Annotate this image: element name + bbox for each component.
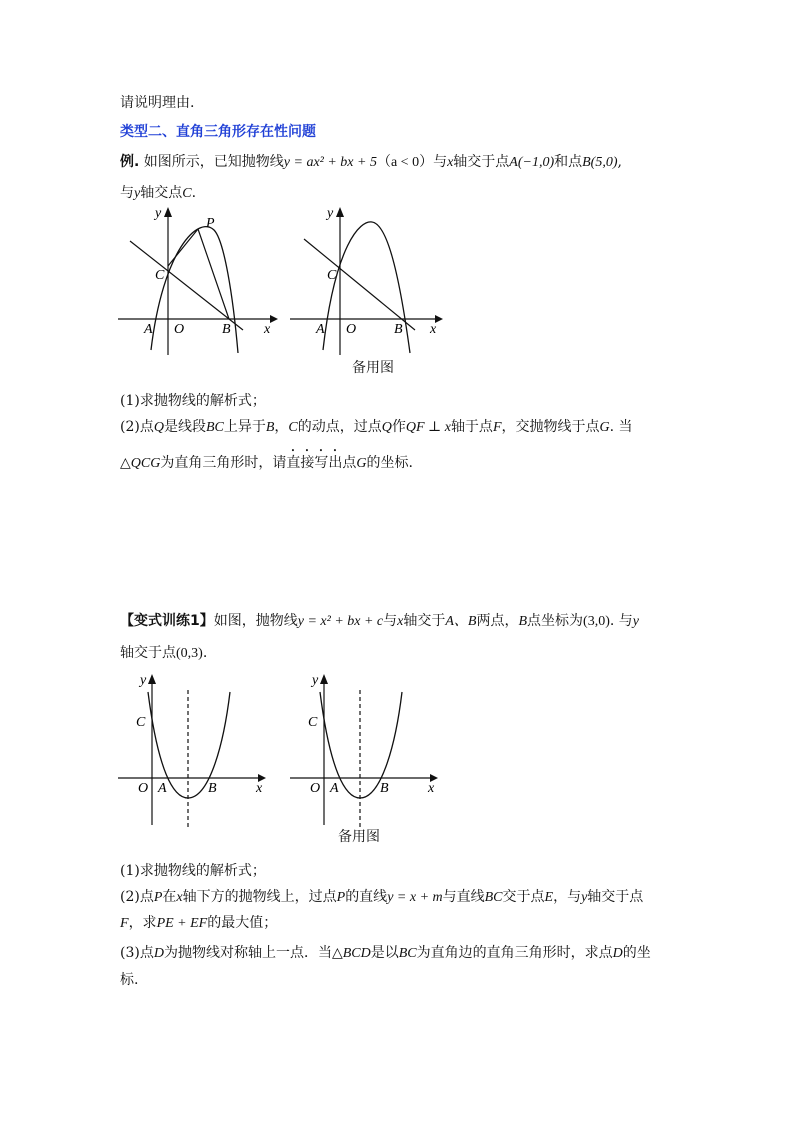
label-b: B <box>394 322 403 337</box>
label-o: O <box>138 781 149 796</box>
training-figure-main <box>118 670 278 830</box>
training-question-2-line-2 <box>120 912 277 932</box>
label-x: x <box>256 781 263 796</box>
text: 为抛物线对称轴上一点．当 <box>163 945 332 961</box>
text: 是以 <box>370 945 399 961</box>
label-c: C <box>308 715 318 730</box>
segment-pb <box>198 229 229 319</box>
section-title: 类型二、直角三角形存在性问题 <box>120 124 316 140</box>
seg-bc: BC <box>484 890 503 905</box>
var-g: G <box>599 420 610 435</box>
text: ， <box>274 419 289 435</box>
segment-cp <box>168 229 198 266</box>
var-p: P <box>153 890 163 905</box>
intro-line: 请说明理由. <box>120 95 195 111</box>
label-y: y <box>155 206 162 221</box>
text: 与 <box>433 154 448 170</box>
text: 的直线 <box>345 889 388 905</box>
example-line-1 <box>120 151 622 171</box>
y-axis-arrow-icon <box>336 207 344 217</box>
label-o: O <box>310 781 321 796</box>
text: 是线段 <box>163 419 206 435</box>
var-y: y <box>632 614 639 629</box>
text: (3)点 <box>120 945 154 961</box>
triangle-qcg: △QCG <box>120 456 161 471</box>
var-c: C <box>288 420 298 435</box>
sum-expr: PE + EF <box>156 916 208 931</box>
text: , <box>617 154 622 170</box>
coord-b: (3,0) <box>583 614 610 629</box>
text: 作 <box>391 419 406 435</box>
label-a: A <box>144 322 153 337</box>
var-q: Q <box>153 420 164 435</box>
var-x: x <box>397 614 404 629</box>
text: 如图所示，已知抛物线 <box>143 154 284 170</box>
text: (2)点 <box>120 419 154 435</box>
text: . <box>202 645 208 661</box>
text: 轴交于点 <box>587 889 644 905</box>
y-axis-arrow-icon <box>320 674 328 684</box>
text: 轴于点 <box>450 419 493 435</box>
label-b: B <box>222 322 231 337</box>
label-y: y <box>312 673 319 688</box>
condition: （a < 0） <box>376 155 434 170</box>
text: 的最大值； <box>207 915 278 931</box>
training-figure-spare <box>290 670 450 830</box>
parabola-formula: y = x² + bx + c <box>297 614 384 629</box>
text: 点坐标为 <box>527 613 584 629</box>
training-question-3-line-2: 标. <box>120 972 139 988</box>
question-1: (1)求抛物线的解析式； <box>120 393 266 409</box>
text: ，与 <box>553 889 582 905</box>
point-a: A(−1,0) <box>509 155 555 170</box>
text: 的坐 <box>622 945 651 961</box>
text: 交于点 <box>502 889 545 905</box>
text: . 当 <box>609 419 633 435</box>
var-e: E <box>544 890 554 905</box>
point-b: B(5,0) <box>582 155 618 170</box>
example-label: 例. <box>120 154 140 170</box>
label-c: C <box>155 268 165 283</box>
point-c: C <box>182 186 192 201</box>
text: 在 <box>162 889 177 905</box>
text: ，交抛物线于点 <box>501 419 600 435</box>
var-f: F <box>492 420 502 435</box>
points-ab: A、B <box>445 614 477 629</box>
training-question-3-line-1 <box>120 942 651 962</box>
label-a: A <box>330 781 339 796</box>
text: 轴交于点 <box>120 645 176 661</box>
y-axis-arrow-icon <box>148 674 156 684</box>
example-figure-main <box>118 205 278 357</box>
x-axis-arrow-icon <box>270 315 278 323</box>
triangle-bcd: △BCD <box>331 946 371 961</box>
label-a: A <box>316 322 325 337</box>
figure-caption: 备用图 <box>338 829 380 845</box>
emphasis-text: 直接写出 <box>286 455 343 471</box>
text: . 与 <box>609 613 633 629</box>
text: 轴交点 <box>140 185 183 201</box>
line-bc <box>130 241 243 330</box>
var-y: y <box>581 890 588 905</box>
var-g: G <box>356 456 367 471</box>
label-o: O <box>346 322 357 337</box>
coord-c: (0,3) <box>176 646 203 661</box>
var-y: y <box>134 186 141 201</box>
y-axis-arrow-icon <box>164 207 172 217</box>
text: 和点 <box>554 154 583 170</box>
text: 点 <box>342 455 357 471</box>
label-y: y <box>327 206 334 221</box>
label-x: x <box>428 781 435 796</box>
label-p: P <box>206 216 215 231</box>
text: 的动点，过点 <box>297 419 382 435</box>
example-figure-spare <box>290 205 450 357</box>
label-x: x <box>264 322 271 337</box>
var-b: B <box>265 420 275 435</box>
text: 两点， <box>476 613 519 629</box>
question-2-line-1 <box>120 416 633 436</box>
text: 的坐标. <box>366 455 413 471</box>
text: 轴下方的抛物线上，过点 <box>182 889 337 905</box>
label-c: C <box>327 268 337 283</box>
training-line-1 <box>120 610 639 630</box>
line-formula: y = x + m <box>387 890 443 905</box>
text: 为直角边的直角三角形时，求点 <box>416 945 613 961</box>
text: 为直角三角形时，请 <box>160 455 287 471</box>
var-d: D <box>153 946 164 961</box>
training-question-2-line-1 <box>120 886 643 906</box>
var-d: D <box>612 946 623 961</box>
seg-bc: BC <box>205 420 224 435</box>
var-f: F <box>120 916 129 931</box>
var-b: B <box>518 614 528 629</box>
label-b: B <box>208 781 217 796</box>
text: 上异于 <box>223 419 266 435</box>
label-a: A <box>158 781 167 796</box>
example-line-2 <box>120 182 196 202</box>
label-o: O <box>174 322 185 337</box>
question-2-line-2 <box>120 447 413 472</box>
text: ，求 <box>128 915 157 931</box>
text: 与直线 <box>442 889 485 905</box>
parabola-formula: y = ax² + bx + 5 <box>283 155 377 170</box>
var-x: x <box>176 890 183 905</box>
perp-expr: QF ⊥ x <box>405 420 451 435</box>
label-c: C <box>136 715 146 730</box>
seg-bc: BC <box>398 946 417 961</box>
label-x: x <box>430 322 437 337</box>
training-question-1: (1)求抛物线的解析式； <box>120 863 266 879</box>
var-p: P <box>336 890 346 905</box>
label-y: y <box>140 673 147 688</box>
text: 与 <box>120 185 134 201</box>
figure-caption: 备用图 <box>352 360 394 376</box>
text: . <box>191 185 197 201</box>
text: 轴交于点 <box>453 154 510 170</box>
text: 轴交于 <box>403 613 446 629</box>
text: 与 <box>383 613 398 629</box>
text: 如图，抛物线 <box>213 613 298 629</box>
var-x: x <box>447 155 454 170</box>
training-label: 【变式训练1】 <box>120 613 214 629</box>
label-b: B <box>380 781 389 796</box>
var-q: Q <box>381 420 392 435</box>
training-line-2 <box>120 642 207 662</box>
text: (2)点 <box>120 889 154 905</box>
